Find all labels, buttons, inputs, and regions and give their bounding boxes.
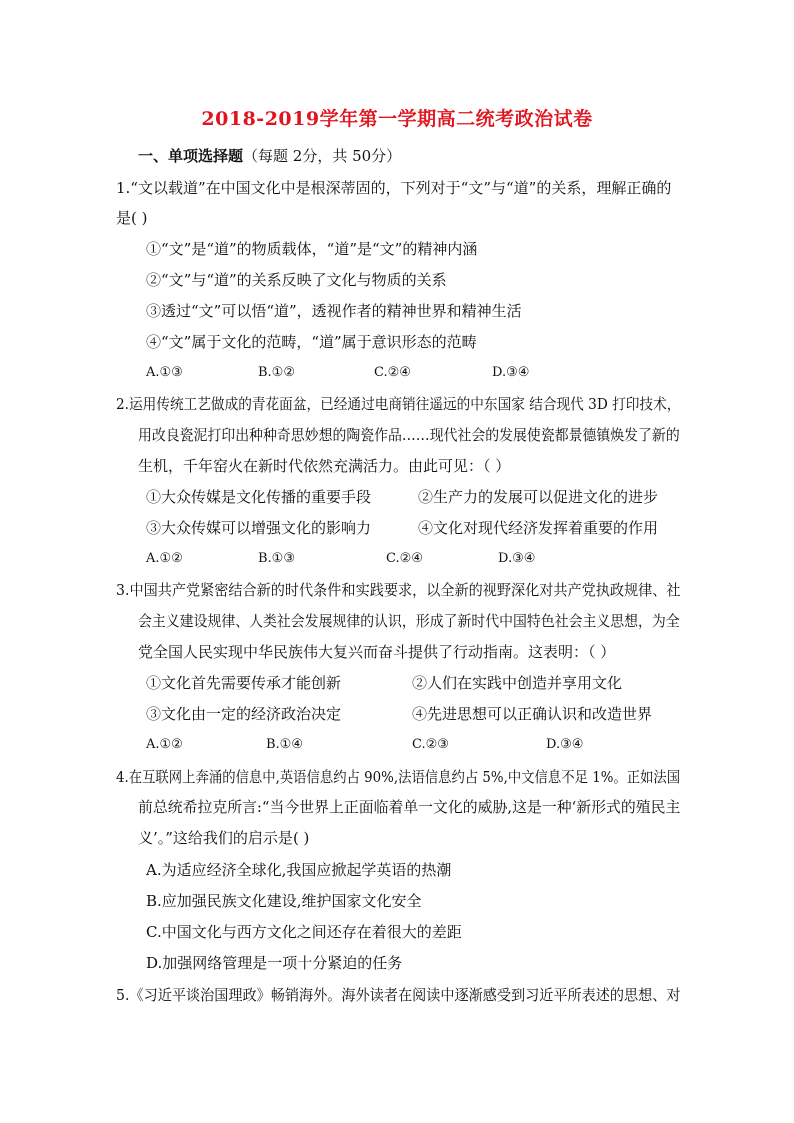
- q3-answer-d: D.③④: [546, 737, 584, 752]
- q3-statement-1: ①文化首先需要传承才能创新: [146, 674, 342, 692]
- q4-stem-line-2: 前总统希拉克所言:“当今世界上正面临着单一文化的威胁,这是一种‘新形式的殖民主: [138, 798, 681, 816]
- q2-statement-2: ②生产力的发展可以促进文化的进步: [418, 488, 659, 506]
- exam-title: 2018-2019学年第一学期高二统考政治试卷: [201, 108, 593, 130]
- q3-answer-c: C.②③: [412, 737, 449, 752]
- q4-option-c: C.中国文化与西方文化之间还存在着很大的差距: [146, 923, 462, 941]
- q2-stem-line-1: 2.运用传统工艺做成的青花面盆，已经通过电商销往遥远的中东国家 结合现代 3D 打印技术，: [116, 395, 681, 413]
- q1-statement-1: ①“文”是“道”的物质载体，“道”是“文”的精神内涵: [146, 240, 478, 258]
- q3-statement-2: ②人们在实践中创造并享用文化: [412, 674, 623, 692]
- q2-statement-4: ④文化对现代经济发挥着重要的作用: [418, 519, 659, 537]
- q4-stem-line-1: 4.在互联网上奔涌的信息中,英语信息约占 90%,法语信息约占 5%,中文信息不足 1%。正如法国: [116, 768, 681, 786]
- q2-stem-line-3: 生机，千年窑火在新时代依然充满活力。由此可见：（ ）: [138, 457, 511, 475]
- q2-answer-b: B.①③: [258, 551, 295, 566]
- q3-stem-line-2: 会主义建设规律、人类社会发展规律的认识，形成了新时代中国特色社会主义思想，为全: [138, 612, 680, 630]
- q2-answer-d: D.③④: [498, 551, 536, 566]
- section-heading-text: 一、单项选择题: [138, 147, 244, 165]
- q1-stem-line-2: 是( ): [116, 209, 148, 227]
- q1-stem-line-1: 1.“文以载道”在中国文化中是根深蒂固的，下列对于“文”与“道”的关系，理解正确的: [116, 179, 672, 197]
- q1-answer-c: C.②④: [374, 365, 411, 380]
- q3-answer-a: A.①②: [146, 737, 183, 752]
- q1-statement-3: ③透过“文”可以悟“道”，透视作者的精神世界和精神生活: [146, 302, 522, 320]
- q4-option-b: B.应加强民族文化建设,维护国家文化安全: [146, 892, 422, 910]
- q3-stem-line-3: 党全国人民实现中华民族伟大复兴而奋斗提供了行动指南。这表明：（ ）: [138, 643, 616, 661]
- q2-statement-1: ①大众传媒是文化传播的重要手段: [146, 488, 372, 506]
- q1-answer-a: A.①③: [146, 365, 183, 380]
- section-score-note: （每题 2分，共 50分）: [243, 147, 402, 165]
- q5-stem-line-1: 5.《习近平谈治国理政》畅销海外。海外读者在阅读中逐渐感受到习近平所表述的思想、对: [116, 986, 681, 1004]
- q2-answer-a: A.①②: [146, 551, 183, 566]
- q4-option-a: A.为适应经济全球化,我国应掀起学英语的热潮: [146, 861, 452, 879]
- q2-answer-c: C.②④: [386, 551, 423, 566]
- q2-stem-line-2: 用改良瓷泥打印出种种奇思妙想的陶瓷作品……现代社会的发展使瓷都景德镇焕发了新的: [138, 426, 680, 444]
- q3-statement-3: ③文化由一定的经济政治决定: [146, 705, 342, 723]
- section-heading: [138, 146, 401, 166]
- q1-answer-b: B.①②: [258, 365, 295, 380]
- q1-statement-4: ④“文”属于文化的范畴，“道”属于意识形态的范畴: [146, 333, 477, 351]
- q4-stem-line-3: 义’。”这给我们的启示是( ): [138, 829, 310, 847]
- q4-option-d: D.加强网络管理是一项十分紧迫的任务: [146, 954, 403, 972]
- q3-answer-b: B.①④: [266, 737, 303, 752]
- q3-statement-4: ④先进思想可以正确认识和改造世界: [412, 705, 653, 723]
- q1-answer-d: D.③④: [492, 365, 530, 380]
- q1-statement-2: ②“文”与“道”的关系反映了文化与物质的关系: [146, 271, 447, 289]
- q3-stem-line-1: 3.中国共产党紧密结合新的时代条件和实践要求，以全新的视野深化对共产党执政规律、社: [116, 581, 681, 599]
- q2-statement-3: ③大众传媒可以增强文化的影响力: [146, 519, 372, 537]
